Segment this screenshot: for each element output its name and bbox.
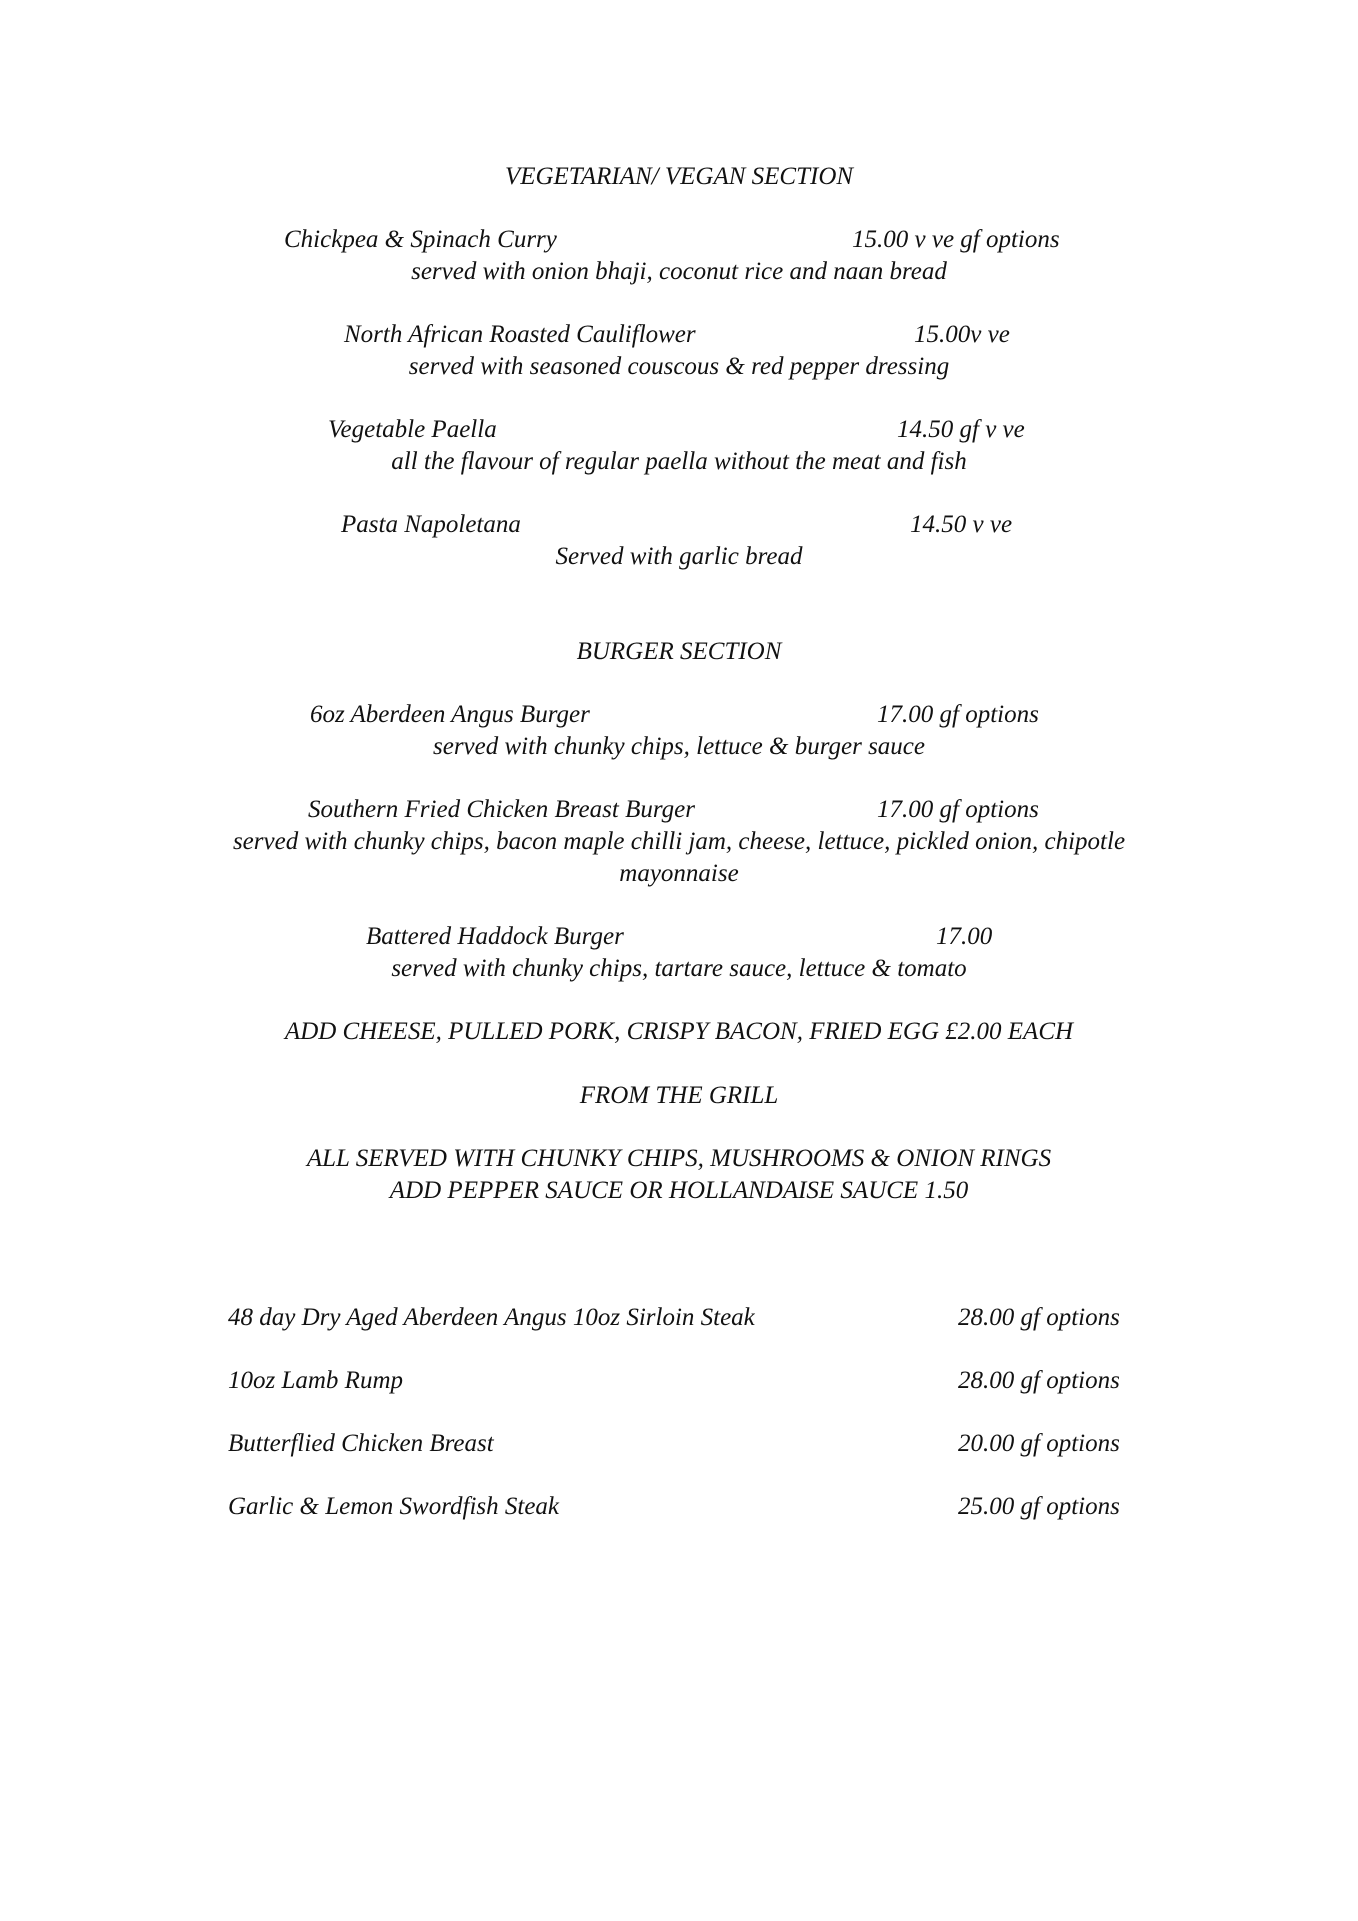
menu-item-price: 28.00 gf options	[958, 1367, 1120, 1394]
menu-item-price: 17.00 gf options	[877, 796, 1039, 823]
burger-heading: BURGER SECTION	[576, 638, 782, 665]
menu-item-price: 15.00v ve	[914, 321, 1010, 348]
menu-item-description: served with chunky chips, lettuce & burger sauce	[433, 733, 925, 760]
menu-item-name: North African Roasted Cauliflower	[344, 321, 696, 348]
grill-heading: FROM THE GRILL	[579, 1082, 779, 1109]
menu-item-price: 20.00 gf options	[958, 1430, 1120, 1457]
menu-item-name: Battered Haddock Burger	[366, 923, 624, 950]
menu-item-price: 17.00 gf options	[877, 701, 1039, 728]
menu-item-name: Vegetable Paella	[328, 416, 497, 443]
menu-item-description: Served with garlic bread	[555, 543, 803, 570]
menu-item-description: mayonnaise	[619, 860, 739, 887]
menu-item-price: 25.00 gf options	[958, 1493, 1120, 1520]
grill-note: ALL SERVED WITH CHUNKY CHIPS, MUSHROOMS & ONION RINGS	[306, 1145, 1052, 1172]
menu-item-name: Butterflied Chicken Breast	[228, 1430, 494, 1457]
menu-item-name: Southern Fried Chicken Breast Burger	[308, 796, 695, 823]
menu-item-description: served with seasoned couscous & red pepper dressing	[408, 353, 950, 380]
menu-item-price: 17.00	[936, 923, 993, 950]
menu-item-name: 48 day Dry Aged Aberdeen Angus 10oz Sirloin Steak	[228, 1304, 755, 1331]
menu-item-description: served with chunky chips, tartare sauce, lettuce & tomato	[391, 955, 967, 982]
menu-item-description: all the flavour of regular paella without the meat and fish	[391, 448, 967, 475]
menu-item-description: served with chunky chips, bacon maple chilli jam, cheese, lettuce, pickled onion, chipotle	[232, 828, 1126, 855]
menu-item-name: Garlic & Lemon Swordfish Steak	[228, 1493, 560, 1520]
grill-note: ADD PEPPER SAUCE OR HOLLANDAISE SAUCE 1.50	[389, 1177, 969, 1204]
menu-item-description: served with onion bhaji, coconut rice and naan bread	[411, 258, 947, 285]
menu-item-price: 28.00 gf options	[958, 1304, 1120, 1331]
vegetarian-heading: VEGETARIAN/ VEGAN SECTION	[504, 163, 854, 190]
menu-item-name: Chickpea & Spinach Curry	[284, 226, 557, 253]
menu-item-name: Pasta Napoletana	[341, 511, 521, 538]
menu-item-price: 14.50 gf v ve	[897, 416, 1025, 443]
menu-item-price: 15.00 v ve gf options	[852, 226, 1060, 253]
menu-item-name: 10oz Lamb Rump	[228, 1367, 404, 1394]
menu-item-price: 14.50 v ve	[910, 511, 1013, 538]
menu-item-name: 6oz Aberdeen Angus Burger	[310, 701, 590, 728]
burger-addons: ADD CHEESE, PULLED PORK, CRISPY BACON, FRIED EGG £2.00 EACH	[284, 1018, 1074, 1045]
